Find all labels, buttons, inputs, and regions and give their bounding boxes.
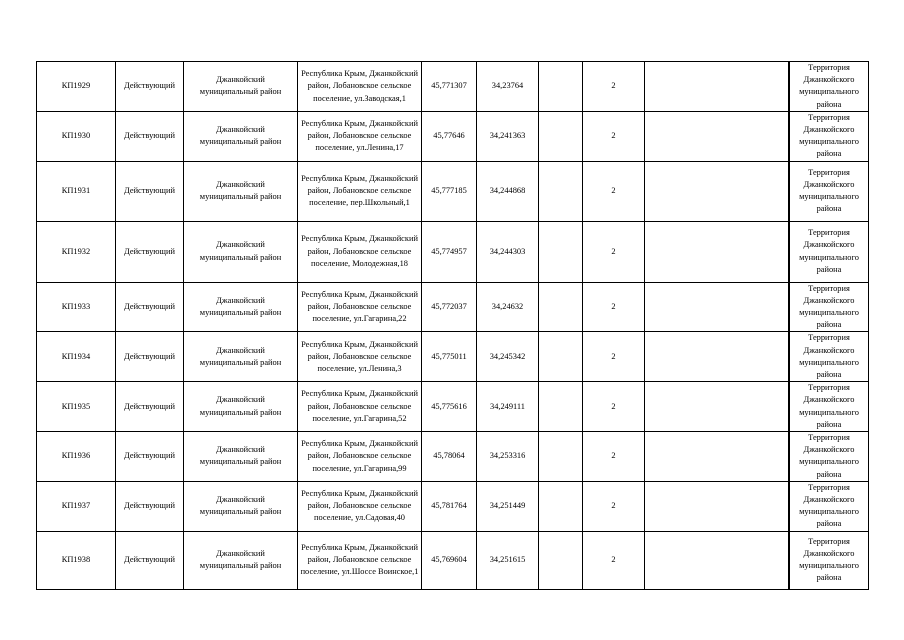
cell-owner: Джанкойский муниципальный район [184, 62, 298, 112]
cell-latitude: 45,769604 [422, 531, 477, 589]
cell-longitude: 34,23764 [477, 62, 539, 112]
cell-empty [539, 111, 583, 161]
cell-empty [645, 62, 789, 112]
cell-count: 2 [583, 221, 645, 282]
cell-count: 2 [583, 332, 645, 382]
cell-empty [645, 282, 789, 332]
cell-status: Действующий [116, 62, 184, 112]
cell-latitude: 45,774957 [422, 221, 477, 282]
cell-longitude: 34,245342 [477, 332, 539, 382]
cell-empty [645, 332, 789, 382]
table-row [37, 111, 869, 161]
cell-empty [539, 221, 583, 282]
cell-id: КП1935 [37, 382, 116, 432]
cell-empty [645, 481, 789, 531]
cell-empty [645, 382, 789, 432]
cell-id: КП1932 [37, 221, 116, 282]
cell-owner: Джанкойский муниципальный район [184, 481, 298, 531]
cell-owner: Джанкойский муниципальный район [184, 531, 298, 589]
cell-owner: Джанкойский муниципальный район [184, 332, 298, 382]
cell-id: КП1937 [37, 481, 116, 531]
cell-status: Действующий [116, 332, 184, 382]
cell-id: КП1938 [37, 531, 116, 589]
cell-empty [539, 282, 583, 332]
cell-empty [539, 531, 583, 589]
cell-owner: Джанкойский муниципальный район [184, 382, 298, 432]
cell-latitude: 45,772037 [422, 282, 477, 332]
cell-territory: Территория Джанкойского муниципального района [790, 481, 869, 531]
cell-empty [539, 432, 583, 482]
cell-status: Действующий [116, 481, 184, 531]
cell-longitude: 34,251615 [477, 531, 539, 589]
cell-empty [539, 62, 583, 112]
cell-latitude: 45,77646 [422, 111, 477, 161]
cell-address: Республика Крым, Джанкойский район, Лобановское сельское поселение, ул.Садовая,40 [298, 481, 422, 531]
cell-status: Действующий [116, 382, 184, 432]
cell-count: 2 [583, 161, 645, 221]
cell-count: 2 [583, 111, 645, 161]
cell-longitude: 34,244868 [477, 161, 539, 221]
cell-owner: Джанкойский муниципальный район [184, 432, 298, 482]
cell-empty [645, 221, 789, 282]
cell-longitude: 34,244303 [477, 221, 539, 282]
cell-owner: Джанкойский муниципальный район [184, 111, 298, 161]
cell-address: Республика Крым, Джанкойский район, Лобановское сельское поселение, пер.Школьный,1 [298, 161, 422, 221]
cell-empty [539, 382, 583, 432]
cell-count: 2 [583, 62, 645, 112]
cell-territory: Территория Джанкойского муниципального района [790, 221, 869, 282]
cell-count: 2 [583, 481, 645, 531]
cell-longitude: 34,241363 [477, 111, 539, 161]
cell-id: КП1936 [37, 432, 116, 482]
table-row [37, 382, 869, 432]
table-row [37, 221, 869, 282]
cell-owner: Джанкойский муниципальный район [184, 282, 298, 332]
cell-territory: Территория Джанкойского муниципального района [790, 161, 869, 221]
cell-count: 2 [583, 282, 645, 332]
cell-longitude: 34,253316 [477, 432, 539, 482]
cell-status: Действующий [116, 221, 184, 282]
cell-empty [539, 481, 583, 531]
cell-longitude: 34,251449 [477, 481, 539, 531]
cell-status: Действующий [116, 531, 184, 589]
cell-latitude: 45,78064 [422, 432, 477, 482]
cell-status: Действующий [116, 282, 184, 332]
cell-address: Республика Крым, Джанкойский район, Лобановское сельское поселение, ул.Ленина,17 [298, 111, 422, 161]
cell-latitude: 45,777185 [422, 161, 477, 221]
cell-address: Республика Крым, Джанкойский район, Лобановское сельское поселение, ул.Ленина,3 [298, 332, 422, 382]
cell-longitude: 34,249111 [477, 382, 539, 432]
cell-latitude: 45,775011 [422, 332, 477, 382]
cell-empty [539, 332, 583, 382]
cell-id: КП1929 [37, 62, 116, 112]
cell-count: 2 [583, 382, 645, 432]
cell-empty [645, 111, 789, 161]
cell-count: 2 [583, 432, 645, 482]
table-row [37, 432, 869, 482]
cell-count: 2 [583, 531, 645, 589]
cell-owner: Джанкойский муниципальный район [184, 221, 298, 282]
cell-territory: Территория Джанкойского муниципального района [790, 62, 869, 112]
cell-id: КП1931 [37, 161, 116, 221]
table-row [37, 531, 869, 589]
cell-territory: Территория Джанкойского муниципального района [790, 332, 869, 382]
cell-territory: Территория Джанкойского муниципального района [790, 111, 869, 161]
cell-status: Действующий [116, 111, 184, 161]
table-row [37, 481, 869, 531]
cell-empty [539, 161, 583, 221]
table-row [37, 161, 869, 221]
cell-empty [645, 531, 789, 589]
cell-id: КП1934 [37, 332, 116, 382]
cell-territory: Территория Джанкойского муниципального района [790, 432, 869, 482]
cell-latitude: 45,775616 [422, 382, 477, 432]
cell-territory: Территория Джанкойского муниципального района [790, 382, 869, 432]
cell-longitude: 34,24632 [477, 282, 539, 332]
cell-status: Действующий [116, 161, 184, 221]
cell-status: Действующий [116, 432, 184, 482]
cell-territory: Территория Джанкойского муниципального района [790, 531, 869, 589]
table-row [37, 62, 869, 112]
table-row [37, 282, 869, 332]
cell-address: Республика Крым, Джанкойский район, Лобановское сельское поселение, ул.Шоссе Воинское,1 [298, 531, 422, 589]
cell-territory: Территория Джанкойского муниципального района [790, 282, 869, 332]
table-row [37, 332, 869, 382]
cell-address: Республика Крым, Джанкойский район, Лобановское сельское поселение, Молодежная,18 [298, 221, 422, 282]
cell-address: Республика Крым, Джанкойский район, Лобановское сельское поселение, ул.Гагарина,52 [298, 382, 422, 432]
cell-id: КП1933 [37, 282, 116, 332]
cell-latitude: 45,781764 [422, 481, 477, 531]
cell-id: КП1930 [37, 111, 116, 161]
cell-address: Республика Крым, Джанкойский район, Лобановское сельское поселение, ул.Гагарина,99 [298, 432, 422, 482]
cell-empty [645, 161, 789, 221]
cell-owner: Джанкойский муниципальный район [184, 161, 298, 221]
cell-empty [645, 432, 789, 482]
cell-address: Республика Крым, Джанкойский район, Лобановское сельское поселение, ул.Гагарина,22 [298, 282, 422, 332]
registry-table [36, 61, 869, 590]
cell-address: Республика Крым, Джанкойский район, Лобановское сельское поселение, ул.Заводская,1 [298, 62, 422, 112]
cell-latitude: 45,771307 [422, 62, 477, 112]
